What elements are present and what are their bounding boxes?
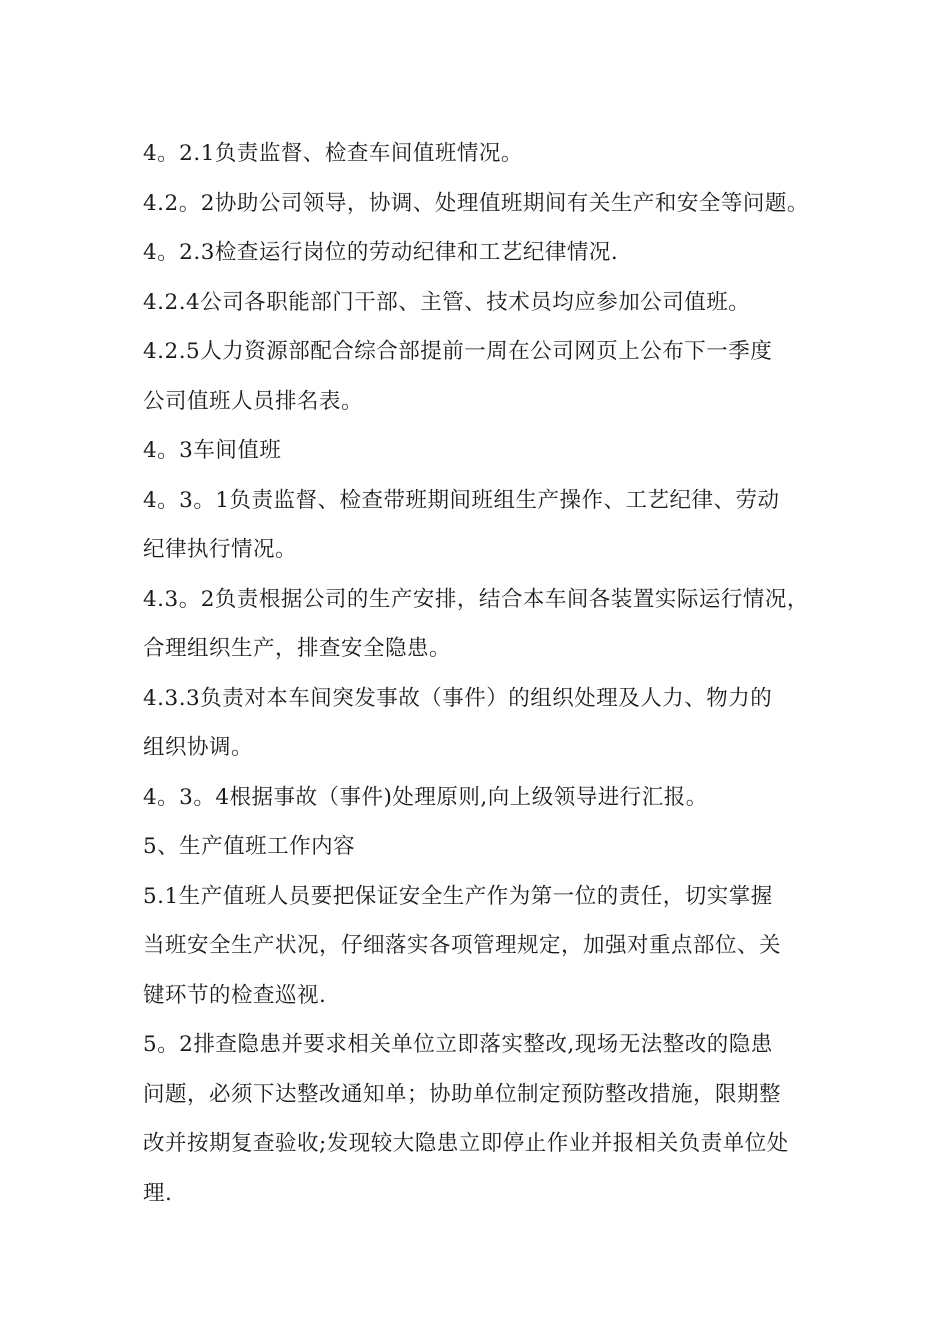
text-line-4-2-3: 4。2.3检查运行岗位的劳动纪律和工艺纪律情况.: [143, 240, 619, 265]
text-line-4-2-5: 4.2.5人力资源部配合综合部提前一周在公司网页上公布下一季度: [143, 339, 773, 364]
text-line-4-2-1: 4。2.1负责监督、检查车间值班情况。: [143, 141, 523, 166]
text-line-4-2-5-cont: 公司值班人员排名表。: [143, 388, 364, 414]
text-line-4-3-1-cont: 纪律执行情况。: [143, 537, 298, 562]
text-line-4-3-3-cont: 组织协调。: [143, 735, 254, 760]
document-body: [143, 129, 815, 1218]
text-line-4-3-2: 4.3。2负责根据公司的生产安排，结合本车间各装置实际运行情况，: [143, 586, 809, 612]
text-line-4-3-3: 4.3.3负责对本车间突发事故（事件）的组织处理及人力、物力的: [143, 685, 773, 711]
text-line-5-2-cont-1: 问题，必须下达整改通知单；协助单位制定预防整改措施，限期整: [143, 1081, 782, 1107]
text-line-4-3-2-cont: 合理组织生产，排查安全隐患。: [143, 636, 452, 661]
section-heading-5: 5、生产值班工作内容: [143, 834, 356, 859]
section-heading-4-3: 4。3车间值班: [143, 438, 282, 463]
text-line-5-2-cont-2: 改并按期复查验收;发现较大隐患立即停止作业并报相关负责单位处: [143, 1131, 789, 1156]
text-line-4-3-1: 4。3。1负责监督、检查带班期间班组生产操作、工艺纪律、劳动: [143, 487, 780, 513]
text-line-4-2-2: 4.2。2协助公司领导，协调、处理值班期间有关生产和安全等问题。: [143, 190, 809, 216]
text-line-5-2: 5。2排查隐患并要求相关单位立即落实整改,现场无法整改的隐患: [143, 1032, 773, 1057]
text-line-5-1: 5.1生产值班人员要把保证安全生产作为第一位的责任，切实掌握: [143, 883, 773, 909]
text-line-4-2-4: 4.2.4公司各职能部门干部、主管、技术员均应参加公司值班。: [143, 289, 751, 315]
text-line-5-1-cont-2: 键环节的检查巡视.: [143, 982, 327, 1008]
text-line-5-2-cont-3: 理.: [143, 1180, 173, 1206]
text-line-5-1-cont-1: 当班安全生产状况，仔细落实各项管理规定，加强对重点部位、关: [143, 933, 782, 958]
text-line-4-3-4: 4。3。4根据事故（事件)处理原则,向上级领导进行汇报。: [143, 784, 708, 810]
